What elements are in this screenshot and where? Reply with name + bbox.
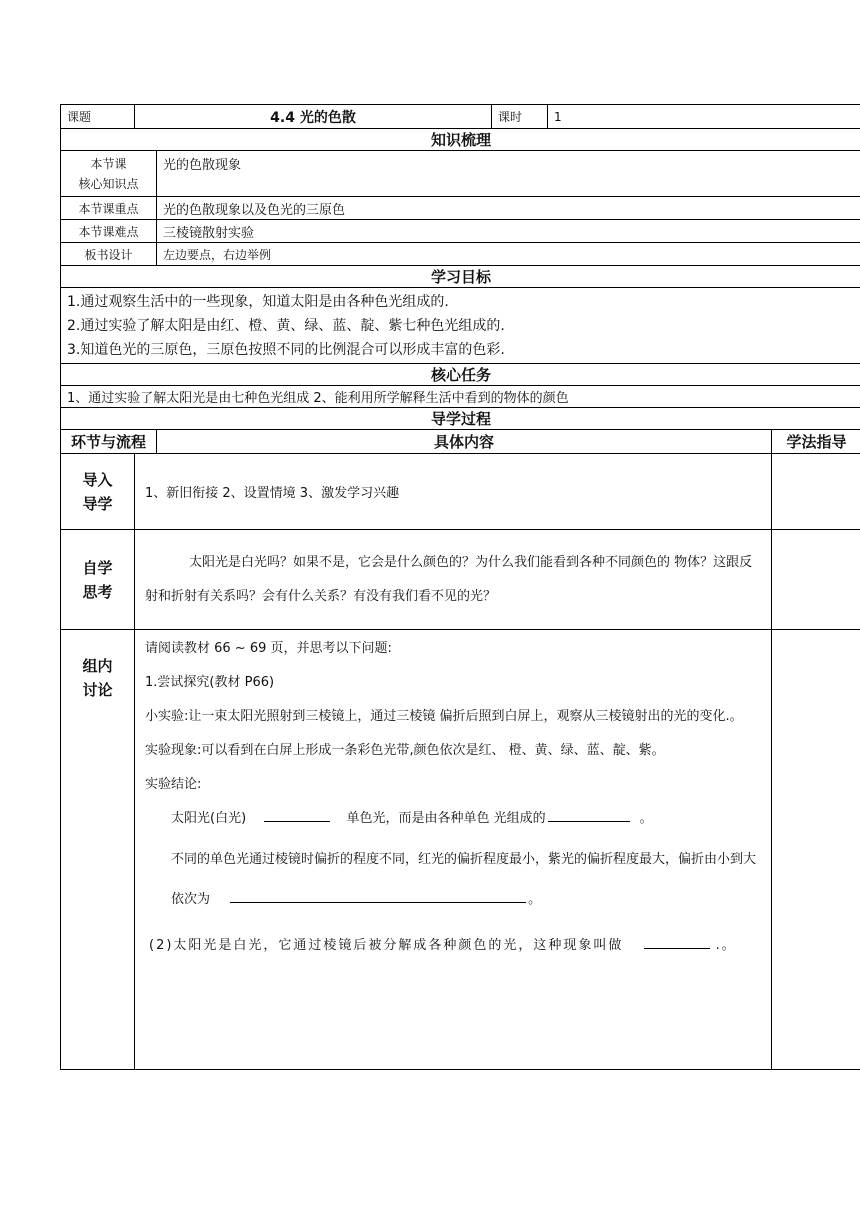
goal-item: 1.通过观察生活中的一些现象，知道太阳是由各种色光组成的. xyxy=(67,293,449,310)
group-line-5: 实验结论: xyxy=(145,777,202,792)
process-row-group xyxy=(61,630,860,1070)
deflection-text: 不同的单色光通过棱镜时偏折的程度不同，红光的偏折程度最小，紫光的偏折程度最大，偏折由小到大依次为 xyxy=(171,852,757,907)
process-row-intro xyxy=(61,454,860,530)
group-line-6 xyxy=(145,802,765,836)
group-line-7 xyxy=(145,840,765,920)
guidance-group xyxy=(772,630,860,1070)
conclusion-part-c: 。 xyxy=(639,811,653,826)
stage-self: 自学 思考 xyxy=(61,530,135,630)
process-row-self xyxy=(61,530,860,630)
content-group xyxy=(135,630,772,1070)
group-line-3: 小实验:让一束太阳光照射到三棱镜上，通过三棱镜 偏折后照到白屏上，观察从三棱镜射出的光的变化.。 xyxy=(145,709,743,724)
lesson-plan-table xyxy=(60,104,860,1070)
knowledge-label-0: 本节课 核心知识点 xyxy=(61,151,157,197)
knowledge-value-1: 光的色散现象以及色光的三原色 xyxy=(157,197,860,220)
group-line-8 xyxy=(145,926,765,966)
guidance-self xyxy=(772,530,860,630)
topic-value: 4.4 光的色散 xyxy=(135,105,492,129)
knowledge-label-3: 板书设计 xyxy=(61,243,157,266)
content-intro: 1、新旧衔接 2、设置情境 3、激发学习兴趣 xyxy=(135,454,772,530)
knowledge-row xyxy=(61,197,860,220)
group-line-4: 实验现象:可以看到在白屏上形成一条彩色光带‚颜色依次是红、 橙、黄、绿、蓝、靛、紫。 xyxy=(145,743,665,758)
tasks-title: 核心任务 xyxy=(61,364,860,386)
knowledge-value-2: 三棱镜散射实验 xyxy=(157,220,860,243)
period-value: 1 xyxy=(548,105,860,129)
topic-label: 课题 xyxy=(61,105,135,129)
goal-item: 2.通过实验了解太阳是由红、橙、黄、绿、蓝、靛、紫七种色光组成的. xyxy=(67,317,505,334)
col-stage: 环节与流程 xyxy=(61,430,157,454)
knowledge-title: 知识梳理 xyxy=(61,129,860,151)
tasks-text: 1、通过实验了解太阳光是由七种色光组成 2、能利用所学解释生活中看到的物体的颜色 xyxy=(61,386,860,408)
conclusion-part-b: 单色光，而是由各种单色 光组成的 xyxy=(346,811,546,826)
goal-item: 3.知道色光的三原色，三原色按照不同的比例混合可以形成丰富的色彩. xyxy=(67,341,505,358)
header-row xyxy=(61,105,860,129)
content-self: 太阳光是白光吗？如果不是，它会是什么颜色的？为什么我们能看到各种不同颜色的 物体？这跟反射和折射有关系吗？会有什么关系？有没有我们看不见的光？ xyxy=(135,530,772,630)
deflection-end: 。 xyxy=(528,892,542,907)
knowledge-row xyxy=(61,220,860,243)
stage-group: 组内 讨论 xyxy=(61,630,135,1070)
answer-blank-3[interactable] xyxy=(230,888,526,903)
knowledge-value-3: 左边要点，右边举例 xyxy=(157,243,860,266)
dispersion-text: (2)太阳光是白光，它通过棱镜后被分解成各种颜色的光，这种现象叫做 xyxy=(149,938,624,953)
lesson-plan-sheet xyxy=(60,104,847,1070)
knowledge-value-0: 光的色散现象 xyxy=(157,151,860,197)
knowledge-row xyxy=(61,151,860,197)
answer-blank-4[interactable] xyxy=(644,934,710,949)
knowledge-label-2: 本节课难点 xyxy=(61,220,157,243)
knowledge-label-1: 本节课重点 xyxy=(61,197,157,220)
goals-row xyxy=(61,288,860,364)
conclusion-part-a: 太阳光(白光) xyxy=(171,811,247,826)
goals-title: 学习目标 xyxy=(61,266,860,288)
col-content: 具体内容 xyxy=(157,430,772,454)
col-guidance: 学法指导 xyxy=(772,430,860,454)
process-title: 导学过程 xyxy=(61,408,860,430)
period-label: 课时 xyxy=(492,105,548,129)
group-line-1: 请阅读教材 66 ~ 69 页，并思考以下问题: xyxy=(145,641,392,656)
guidance-intro xyxy=(772,454,860,530)
answer-blank-1[interactable] xyxy=(264,807,330,822)
process-header-row xyxy=(61,430,860,454)
answer-blank-2[interactable] xyxy=(548,807,630,822)
stage-intro: 导入 导学 xyxy=(61,454,135,530)
knowledge-row xyxy=(61,243,860,266)
dispersion-end: .。 xyxy=(715,938,737,953)
group-line-2: 1.尝试探究(教材 P66) xyxy=(145,675,275,690)
